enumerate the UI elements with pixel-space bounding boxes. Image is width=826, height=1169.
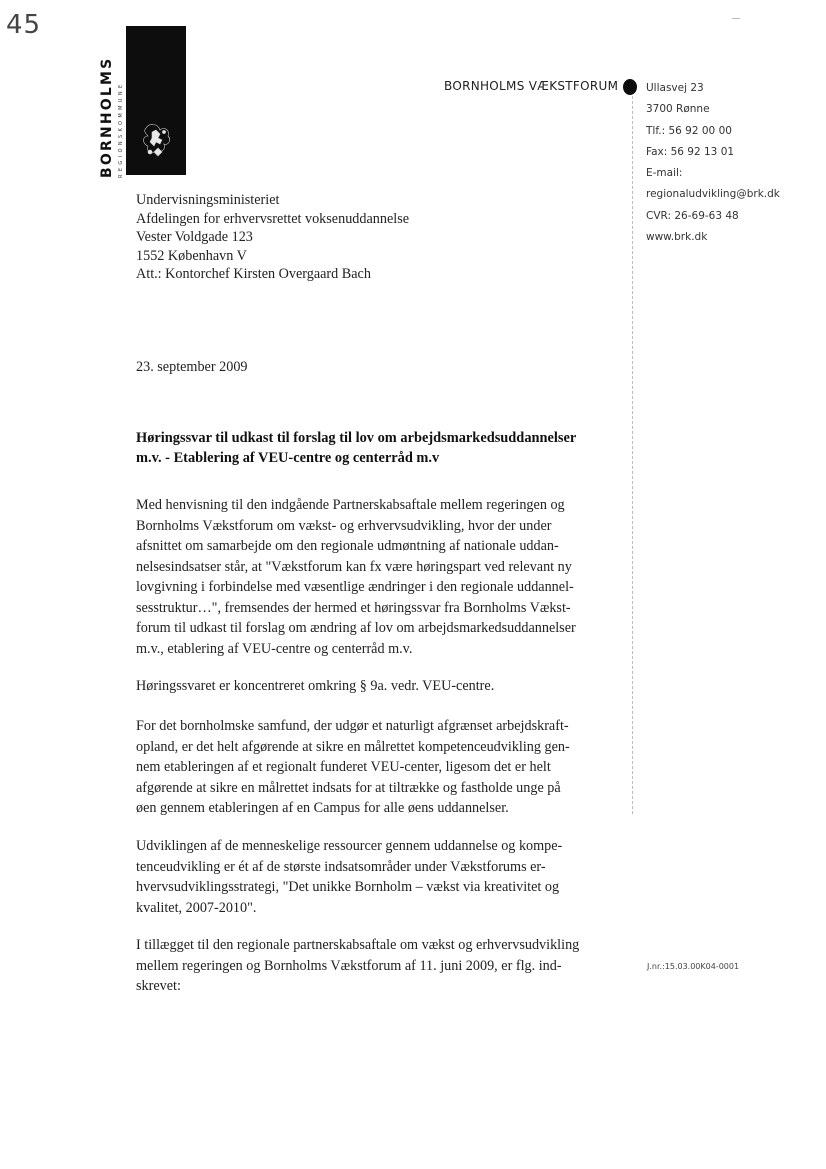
- coat-of-arms-icon: [138, 118, 178, 164]
- logo-wordmark-text: BORNHOLMS: [99, 56, 115, 178]
- paragraph-line: afsnittet om samarbejde om den regionale udmøntning af nationale uddan-: [136, 538, 559, 554]
- contact-fax: Fax: 56 92 13 01: [646, 145, 735, 158]
- contact-cvr: CVR: 26-69-63 48: [646, 209, 739, 222]
- paragraph-line: nem etableringen af et regionalt funderet VEU-center, ligesom det er helt: [136, 759, 551, 775]
- paragraph-line: øen gennem etableringen af en Campus for alle øens uddannelser.: [136, 800, 509, 816]
- contact-city: 3700 Rønne: [646, 103, 710, 116]
- contact-website: www.brk.dk: [646, 231, 708, 244]
- recipient-address: [136, 191, 409, 284]
- paragraph-line: kvalitet, 2007-2010".: [136, 899, 257, 916]
- heading-line: m.v. - Etablering af VEU-centre og centerråd m.v: [136, 450, 440, 466]
- letter-date: 23. september 2009: [136, 359, 248, 375]
- paragraph-line: mellem regeringen og Bornholms Vækstforum af 11. juni 2009, er flg. ind-: [136, 957, 562, 974]
- margin-divider: [632, 96, 634, 814]
- handwritten-page-number: 45: [6, 10, 42, 40]
- paragraph-3: [136, 716, 624, 819]
- paragraph-line: Med henvisning til den indgående Partnerskabsaftale mellem regeringen og: [136, 497, 565, 513]
- recipient-line: Att.: Kontorchef Kirsten Overgaard Bach: [136, 266, 371, 282]
- contact-phone: Tlf.: 56 92 00 00: [646, 124, 732, 137]
- paragraph-line: lovgivning i forbindelse med væsentlige ændringer i den regionale uddannel-: [136, 579, 574, 595]
- paragraph-line: skrevet:: [136, 978, 181, 994]
- scan-mark: [732, 18, 740, 19]
- recipient-line: Undervisningsministeriet: [136, 192, 280, 208]
- paragraph-line: Bornholms Vækstforum om vækst- og erhvervsudvikling, hvor der under: [136, 517, 552, 534]
- paragraph-line: afgørende at sikre en målrettet indsats for at tiltrække og fastholde unge på: [136, 779, 561, 796]
- contact-address: Ullasvej 23: [646, 82, 704, 94]
- paragraph-line: hvervsudviklingsstrategi, "Det unikke Bornholm – vækst via kreativitet og: [136, 879, 560, 895]
- paragraph-line: nelsesindsatser står, at "Vækstforum kan fx være høringspart ved relevant ny: [136, 558, 572, 575]
- forum-title: BORNHOLMS VÆKSTFORUM: [444, 79, 619, 93]
- contact-email-label: E-mail:: [646, 167, 683, 180]
- paragraph-line: For det bornholmske samfund, der udgør et naturligt afgrænset arbejdskraft-: [136, 718, 569, 734]
- paragraph-1: [136, 495, 624, 659]
- paragraph-line: sesstruktur…", fremsendes der hermed et høringssvar fra Bornholms Vækst-: [136, 599, 571, 616]
- paragraph-line: tenceudvikling er ét af de største indsatsområder under Vækstforums er-: [136, 858, 546, 875]
- paragraph-line: Høringssvaret er koncentreret omkring § 9a. vedr. VEU-centre.: [136, 678, 495, 694]
- recipient-line: Vester Voldgade 123: [136, 229, 253, 245]
- paragraph-4: [136, 836, 624, 918]
- bullet-dot-icon: [623, 79, 637, 95]
- paragraph-line: Udviklingen af de menneskelige ressourcer gennem uddannelse og kompe-: [136, 838, 563, 854]
- recipient-line: 1552 København V: [136, 247, 247, 264]
- journal-reference: J.nr.:15.03.00K04-0001: [647, 962, 740, 971]
- paragraph-2: [136, 676, 624, 697]
- paragraph-line: forum til udkast til forslag om ændring af lov om arbejdsmarkedsuddannelser: [136, 620, 576, 636]
- contact-info: [646, 78, 780, 248]
- paragraph-line: opland, er det helt afgørende at sikre en målrettet kompetenceudvikling gen-: [136, 738, 570, 755]
- letter-heading: [136, 428, 626, 468]
- paragraph-line: I tillægget til den regionale partnerskabsaftale om vækst og erhvervsudvikling: [136, 937, 580, 953]
- contact-email: regionaludvikling@brk.dk: [646, 188, 780, 201]
- heading-line: Høringssvar til udkast til forslag til lov om arbejdsmarkedsuddannelser: [136, 430, 577, 446]
- paragraph-line: m.v., etablering af VEU-centre og centerråd m.v.: [136, 640, 413, 657]
- logo-subtitle-text: REGIONSKOMMUNE: [118, 81, 124, 178]
- recipient-line: Afdelingen for erhvervsrettet voksenuddannelse: [136, 210, 410, 227]
- paragraph-5: [136, 935, 624, 997]
